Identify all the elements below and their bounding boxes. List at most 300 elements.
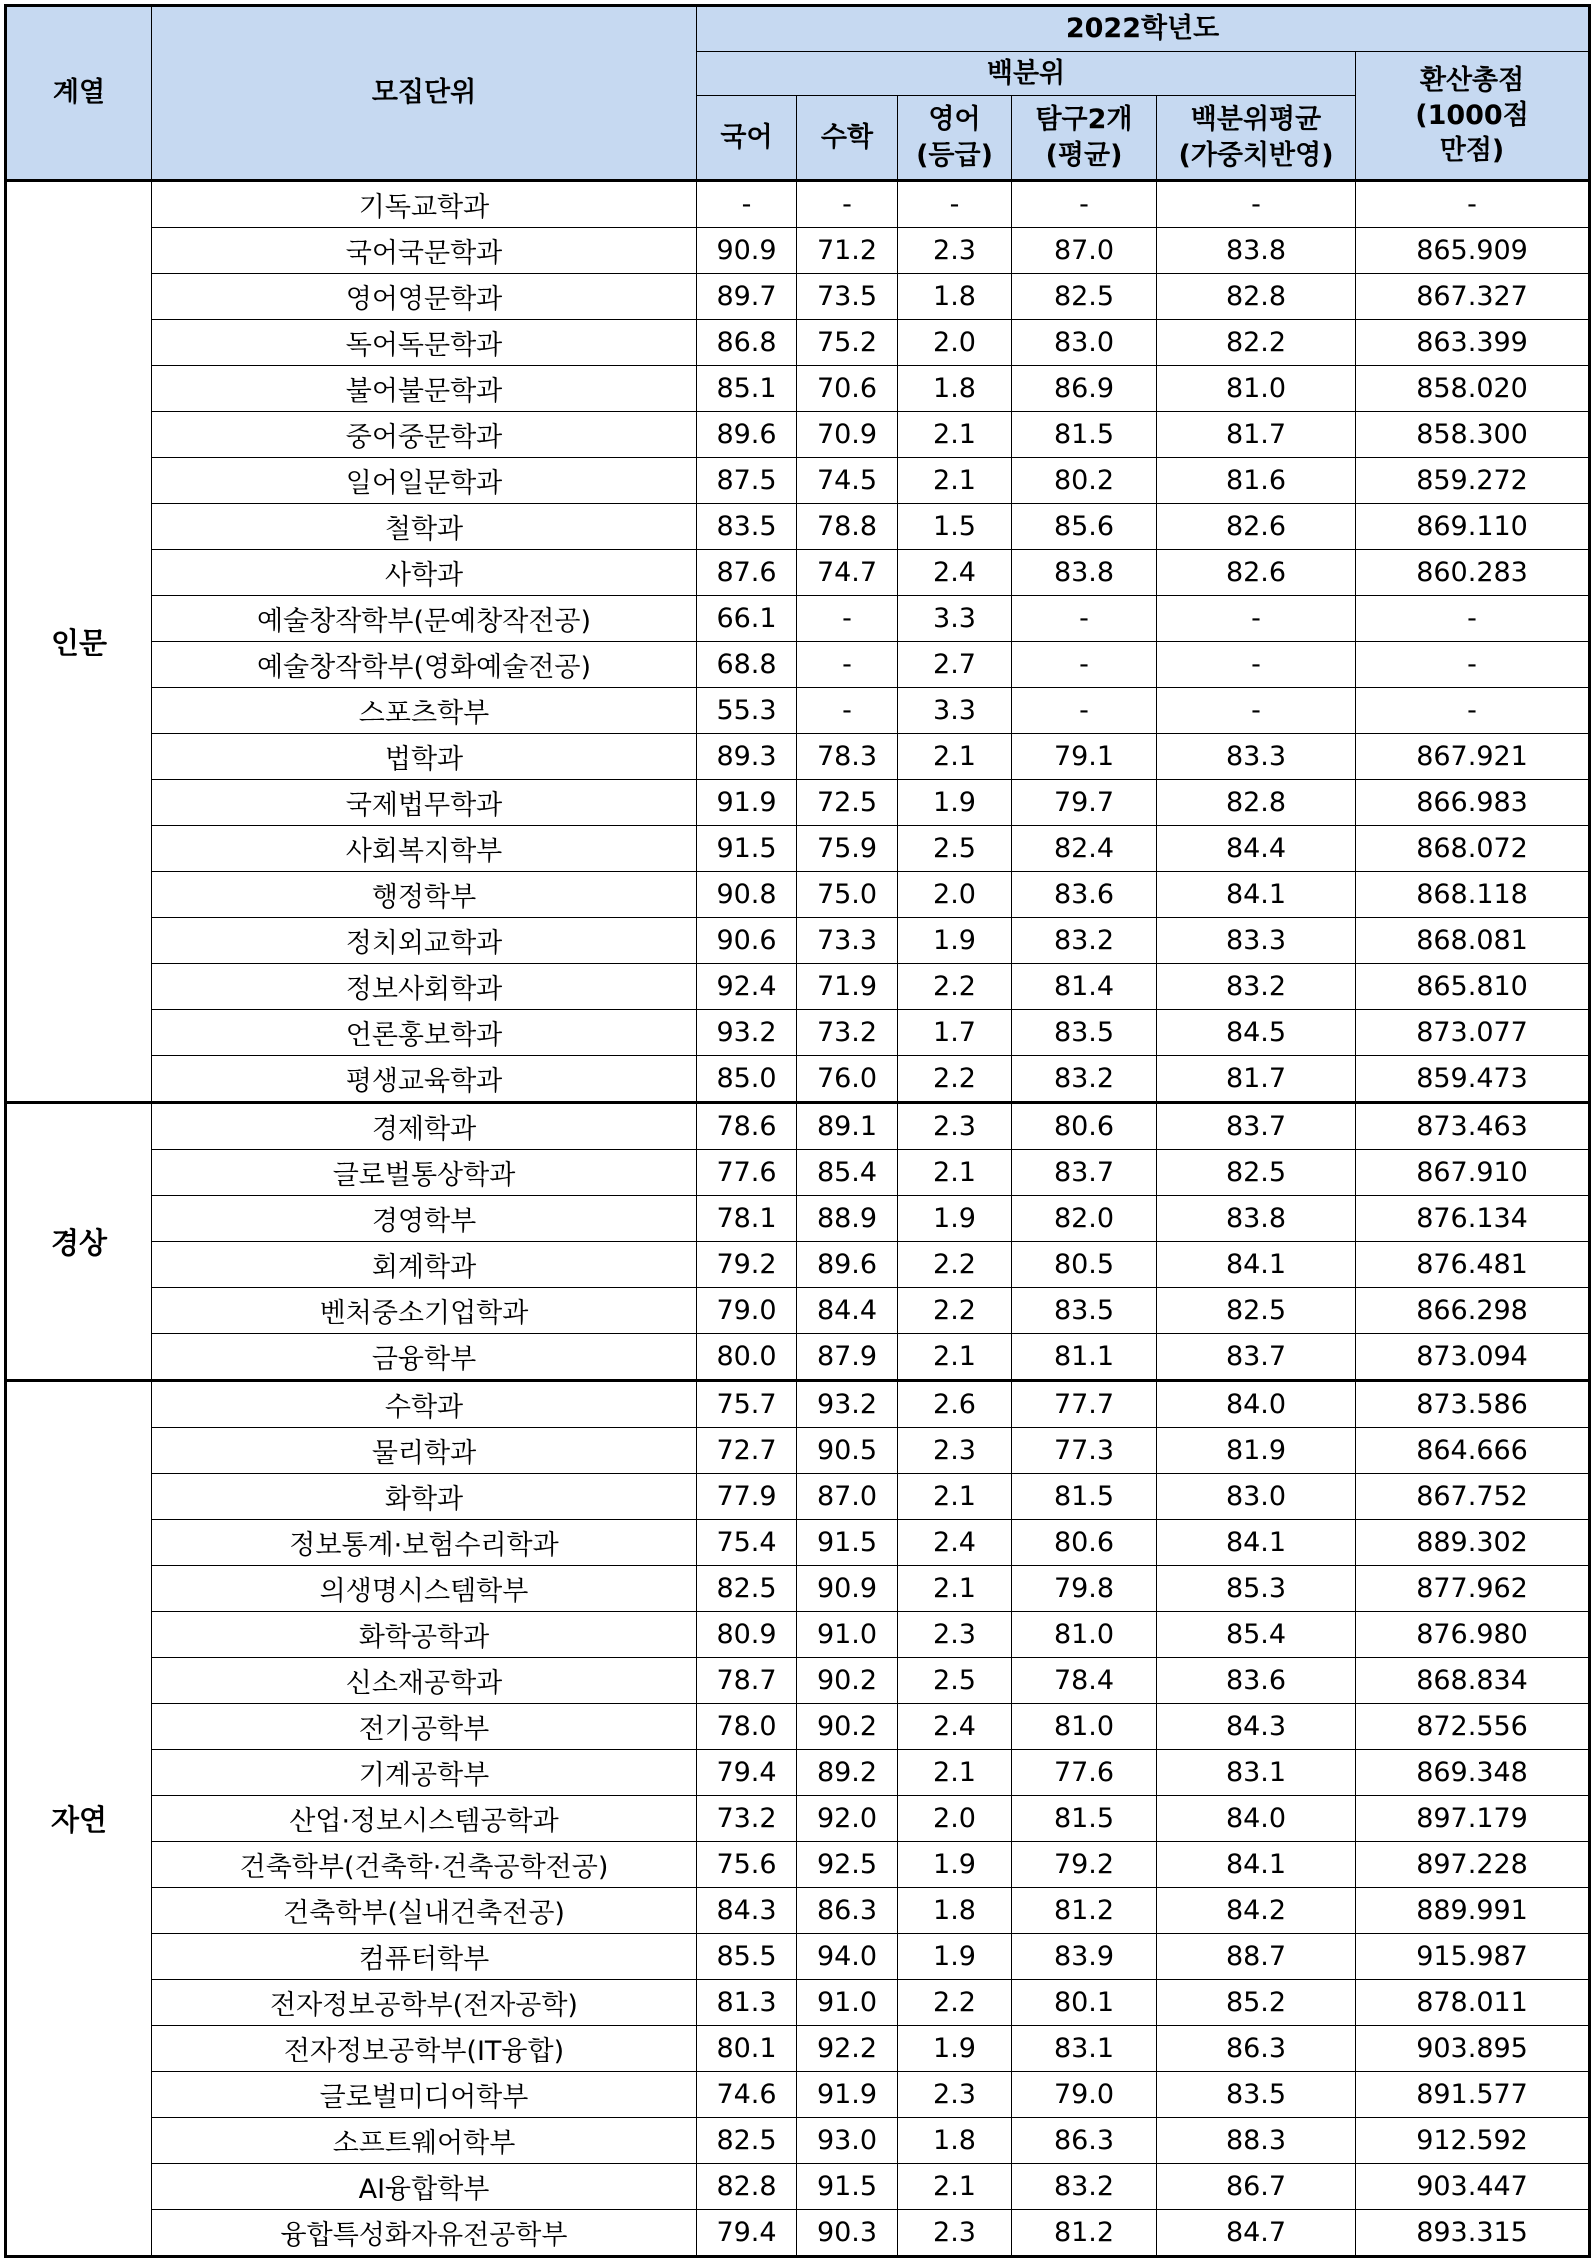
average-cell: 84.7 (1157, 2210, 1356, 2257)
table-row (6, 181, 1590, 228)
math-cell: 74.7 (797, 550, 898, 596)
total-cell: 873.463 (1356, 1103, 1590, 1150)
average-cell: - (1157, 688, 1356, 734)
table-row (6, 780, 1590, 826)
table-row (6, 1934, 1590, 1980)
average-cell: 81.7 (1157, 1056, 1356, 1103)
math-cell: 87.9 (797, 1334, 898, 1381)
math-cell: - (797, 596, 898, 642)
total-cell: 868.118 (1356, 872, 1590, 918)
korean-cell: 84.3 (697, 1888, 797, 1934)
average-cell: 88.7 (1157, 1934, 1356, 1980)
unit-name-cell: 평생교육학과 (152, 1056, 697, 1103)
average-cell: 83.8 (1157, 228, 1356, 274)
header-english (898, 96, 1012, 181)
average-cell: 82.5 (1157, 1150, 1356, 1196)
average-cell: 84.1 (1157, 872, 1356, 918)
table-row (6, 1288, 1590, 1334)
korean-cell: 92.4 (697, 964, 797, 1010)
inquiry-cell: 83.7 (1012, 1150, 1157, 1196)
korean-cell: 68.8 (697, 642, 797, 688)
average-cell: 82.2 (1157, 320, 1356, 366)
table-row (6, 412, 1590, 458)
korean-cell: 90.9 (697, 228, 797, 274)
english-cell: 2.7 (898, 642, 1012, 688)
average-cell: 84.4 (1157, 826, 1356, 872)
inquiry-cell: 85.6 (1012, 504, 1157, 550)
korean-cell: 79.4 (697, 2210, 797, 2257)
unit-name-cell: 회계학과 (152, 1242, 697, 1288)
unit-name-cell: 금융학부 (152, 1334, 697, 1381)
table-row (6, 1381, 1590, 1428)
group-label-cell: 인문 (6, 181, 152, 1103)
table-row (6, 872, 1590, 918)
english-cell: 2.1 (898, 1566, 1012, 1612)
average-cell: 86.7 (1157, 2164, 1356, 2210)
average-cell: 83.0 (1157, 1474, 1356, 1520)
korean-cell: 91.9 (697, 780, 797, 826)
unit-name-cell: 기계공학부 (152, 1750, 697, 1796)
math-cell: 84.4 (797, 1288, 898, 1334)
average-cell: 83.8 (1157, 1196, 1356, 1242)
average-cell: 86.3 (1157, 2026, 1356, 2072)
unit-name-cell: AI융합학부 (152, 2164, 697, 2210)
unit-name-cell: 융합특성화자유전공학부 (152, 2210, 697, 2257)
table-row (6, 1612, 1590, 1658)
average-cell: 82.6 (1157, 550, 1356, 596)
table-row (6, 1658, 1590, 1704)
inquiry-cell: 81.0 (1012, 1612, 1157, 1658)
average-cell: 84.1 (1157, 1520, 1356, 1566)
unit-name-cell: 중어중문학과 (152, 412, 697, 458)
math-cell: 71.9 (797, 964, 898, 1010)
korean-cell: 91.5 (697, 826, 797, 872)
korean-cell: 89.7 (697, 274, 797, 320)
korean-cell: 82.5 (697, 2118, 797, 2164)
header-math: 수학 (797, 96, 898, 181)
inquiry-cell: 80.2 (1012, 458, 1157, 504)
table-row (6, 2072, 1590, 2118)
inquiry-cell: 81.4 (1012, 964, 1157, 1010)
header-percentile: 백분위 (697, 52, 1356, 96)
group-label-cell: 자연 (6, 1381, 152, 2257)
average-cell: 84.1 (1157, 1242, 1356, 1288)
math-cell: 86.3 (797, 1888, 898, 1934)
total-cell: 864.666 (1356, 1428, 1590, 1474)
inquiry-cell: 79.0 (1012, 2072, 1157, 2118)
table-row (6, 2118, 1590, 2164)
unit-name-cell: 언론홍보학과 (152, 1010, 697, 1056)
header-inquiry (1012, 96, 1157, 181)
inquiry-cell: 83.0 (1012, 320, 1157, 366)
table-row (6, 1474, 1590, 1520)
average-cell: 84.5 (1157, 1010, 1356, 1056)
korean-cell: 77.6 (697, 1150, 797, 1196)
average-cell: 83.7 (1157, 1334, 1356, 1381)
unit-name-cell: 전자정보공학부(IT융합) (152, 2026, 697, 2072)
unit-name-cell: 화학공학과 (152, 1612, 697, 1658)
table-row (6, 1520, 1590, 1566)
inquiry-cell: 80.1 (1012, 1980, 1157, 2026)
unit-name-cell: 글로벌미디어학부 (152, 2072, 697, 2118)
header-unit: 모집단위 (152, 6, 697, 181)
korean-cell: 75.6 (697, 1842, 797, 1888)
math-cell: 92.2 (797, 2026, 898, 2072)
total-cell: 869.348 (1356, 1750, 1590, 1796)
korean-cell: 74.6 (697, 2072, 797, 2118)
inquiry-cell: 81.2 (1012, 1888, 1157, 1934)
table-row (6, 366, 1590, 412)
total-cell: 878.011 (1356, 1980, 1590, 2026)
table-row (6, 2026, 1590, 2072)
korean-cell: 80.1 (697, 2026, 797, 2072)
total-cell: 868.834 (1356, 1658, 1590, 1704)
inquiry-cell: 81.5 (1012, 412, 1157, 458)
average-cell: 82.6 (1157, 504, 1356, 550)
math-cell: 90.5 (797, 1428, 898, 1474)
english-cell: 1.8 (898, 1888, 1012, 1934)
math-cell: 91.5 (797, 1520, 898, 1566)
inquiry-cell: 86.9 (1012, 366, 1157, 412)
unit-name-cell: 영어영문학과 (152, 274, 697, 320)
table-row (6, 1704, 1590, 1750)
english-cell: 1.9 (898, 1842, 1012, 1888)
average-cell: 81.9 (1157, 1428, 1356, 1474)
english-cell: 2.2 (898, 1056, 1012, 1103)
korean-cell: 82.8 (697, 2164, 797, 2210)
math-cell: 73.2 (797, 1010, 898, 1056)
english-cell: 2.1 (898, 412, 1012, 458)
table-body (6, 181, 1590, 2257)
inquiry-cell: 77.6 (1012, 1750, 1157, 1796)
total-cell: 858.300 (1356, 412, 1590, 458)
unit-name-cell: 국어국문학과 (152, 228, 697, 274)
total-cell: 897.228 (1356, 1842, 1590, 1888)
table-row (6, 458, 1590, 504)
english-cell: 2.3 (898, 228, 1012, 274)
inquiry-cell: 83.2 (1012, 1056, 1157, 1103)
math-cell: 72.5 (797, 780, 898, 826)
math-cell: 75.2 (797, 320, 898, 366)
unit-name-cell: 경영학부 (152, 1196, 697, 1242)
unit-name-cell: 정치외교학과 (152, 918, 697, 964)
unit-name-cell: 행정학부 (152, 872, 697, 918)
math-cell: 87.0 (797, 1474, 898, 1520)
unit-name-cell: 스포츠학부 (152, 688, 697, 734)
average-cell: 84.1 (1157, 1842, 1356, 1888)
korean-cell: 80.0 (697, 1334, 797, 1381)
average-cell: 84.2 (1157, 1888, 1356, 1934)
total-cell: 876.481 (1356, 1242, 1590, 1288)
inquiry-cell: 81.5 (1012, 1796, 1157, 1842)
english-cell: 2.1 (898, 1750, 1012, 1796)
inquiry-cell: 82.0 (1012, 1196, 1157, 1242)
header-english-line2: (등급) (916, 139, 993, 171)
total-cell: 912.592 (1356, 2118, 1590, 2164)
average-cell: 83.3 (1157, 918, 1356, 964)
header-korean: 국어 (697, 96, 797, 181)
total-cell: 859.272 (1356, 458, 1590, 504)
unit-name-cell: 전자정보공학부(전자공학) (152, 1980, 697, 2026)
english-cell: 1.5 (898, 504, 1012, 550)
group-label-cell: 경상 (6, 1103, 152, 1381)
unit-name-cell: 기독교학과 (152, 181, 697, 228)
english-cell: 2.2 (898, 1242, 1012, 1288)
english-cell: 2.4 (898, 1520, 1012, 1566)
math-cell: 94.0 (797, 1934, 898, 1980)
korean-cell: 78.7 (697, 1658, 797, 1704)
inquiry-cell: 83.2 (1012, 2164, 1157, 2210)
table-row (6, 1750, 1590, 1796)
math-cell: 73.3 (797, 918, 898, 964)
unit-name-cell: 물리학과 (152, 1428, 697, 1474)
korean-cell: 75.7 (697, 1381, 797, 1428)
table-row (6, 274, 1590, 320)
unit-name-cell: 소프트웨어학부 (152, 2118, 697, 2164)
english-cell: 1.8 (898, 2118, 1012, 2164)
table-row (6, 1796, 1590, 1842)
inquiry-cell: - (1012, 688, 1157, 734)
math-cell: 93.2 (797, 1381, 898, 1428)
total-cell: - (1356, 642, 1590, 688)
english-cell: 2.2 (898, 964, 1012, 1010)
korean-cell: 83.5 (697, 504, 797, 550)
english-cell: 2.0 (898, 872, 1012, 918)
unit-name-cell: 수학과 (152, 1381, 697, 1428)
inquiry-cell: 82.5 (1012, 274, 1157, 320)
korean-cell: 79.0 (697, 1288, 797, 1334)
korean-cell: 93.2 (697, 1010, 797, 1056)
english-cell: 1.9 (898, 780, 1012, 826)
table-row (6, 1150, 1590, 1196)
table-header (6, 6, 1590, 181)
math-cell: 73.5 (797, 274, 898, 320)
inquiry-cell: 81.5 (1012, 1474, 1157, 1520)
header-average-line1: 백분위평균 (1190, 104, 1322, 136)
average-cell: 85.3 (1157, 1566, 1356, 1612)
inquiry-cell: 83.8 (1012, 550, 1157, 596)
english-cell: 2.3 (898, 1428, 1012, 1474)
math-cell: 85.4 (797, 1150, 898, 1196)
math-cell: - (797, 642, 898, 688)
korean-cell: 77.9 (697, 1474, 797, 1520)
total-cell: 903.895 (1356, 2026, 1590, 2072)
inquiry-cell: 83.9 (1012, 1934, 1157, 1980)
korean-cell: 90.6 (697, 918, 797, 964)
korean-cell: 80.9 (697, 1612, 797, 1658)
total-cell: 889.991 (1356, 1888, 1590, 1934)
inquiry-cell: 79.8 (1012, 1566, 1157, 1612)
total-cell: 868.072 (1356, 826, 1590, 872)
table-row (6, 1334, 1590, 1381)
math-cell: 90.2 (797, 1704, 898, 1750)
header-total-line1: 환산총점 (1419, 64, 1525, 96)
table-row (6, 504, 1590, 550)
unit-name-cell: 불어불문학과 (152, 366, 697, 412)
korean-cell: 79.2 (697, 1242, 797, 1288)
english-cell: 2.1 (898, 1334, 1012, 1381)
english-cell: 2.3 (898, 1103, 1012, 1150)
total-cell: 877.962 (1356, 1566, 1590, 1612)
korean-cell: 85.1 (697, 366, 797, 412)
total-cell: 869.110 (1356, 504, 1590, 550)
korean-cell: 82.5 (697, 1566, 797, 1612)
english-cell: 2.5 (898, 826, 1012, 872)
unit-name-cell: 건축학부(실내건축전공) (152, 1888, 697, 1934)
average-cell: 83.1 (1157, 1750, 1356, 1796)
total-cell: 866.983 (1356, 780, 1590, 826)
math-cell: 76.0 (797, 1056, 898, 1103)
math-cell: 75.0 (797, 872, 898, 918)
english-cell: 3.3 (898, 688, 1012, 734)
header-total-line3: 만점) (1439, 135, 1505, 167)
header-total (1356, 52, 1590, 181)
average-cell: - (1157, 642, 1356, 688)
average-cell: - (1157, 596, 1356, 642)
total-cell: 891.577 (1356, 2072, 1590, 2118)
inquiry-cell: 79.1 (1012, 734, 1157, 780)
english-cell: 2.0 (898, 1796, 1012, 1842)
unit-name-cell: 화학과 (152, 1474, 697, 1520)
total-cell: 866.298 (1356, 1288, 1590, 1334)
math-cell: 93.0 (797, 2118, 898, 2164)
header-average-line2: (가중치반영) (1178, 139, 1334, 171)
unit-name-cell: 의생명시스템학부 (152, 1566, 697, 1612)
english-cell: 2.1 (898, 1150, 1012, 1196)
total-cell: 865.909 (1356, 228, 1590, 274)
unit-name-cell: 경제학과 (152, 1103, 697, 1150)
table-row (6, 1242, 1590, 1288)
total-cell: 867.752 (1356, 1474, 1590, 1520)
korean-cell: 87.6 (697, 550, 797, 596)
math-cell: 71.2 (797, 228, 898, 274)
math-cell: 90.3 (797, 2210, 898, 2257)
admission-score-table (4, 4, 1591, 2258)
korean-cell: 86.8 (697, 320, 797, 366)
table-row (6, 1566, 1590, 1612)
english-cell: 2.3 (898, 2072, 1012, 2118)
english-cell: 1.9 (898, 1934, 1012, 1980)
math-cell: - (797, 688, 898, 734)
unit-name-cell: 신소재공학과 (152, 1658, 697, 1704)
total-cell: 858.020 (1356, 366, 1590, 412)
total-cell: 873.586 (1356, 1381, 1590, 1428)
inquiry-cell: 81.0 (1012, 1704, 1157, 1750)
math-cell: 74.5 (797, 458, 898, 504)
english-cell: 2.4 (898, 550, 1012, 596)
korean-cell: 73.2 (697, 1796, 797, 1842)
korean-cell: 89.6 (697, 412, 797, 458)
table-row (6, 642, 1590, 688)
math-cell: - (797, 181, 898, 228)
unit-name-cell: 예술창작학부(영화예술전공) (152, 642, 697, 688)
english-cell: 1.9 (898, 2026, 1012, 2072)
table-row (6, 596, 1590, 642)
average-cell: - (1157, 181, 1356, 228)
inquiry-cell: 78.4 (1012, 1658, 1157, 1704)
table-row (6, 1056, 1590, 1103)
header-total-line2: (1000점 (1415, 99, 1529, 131)
table-row (6, 1428, 1590, 1474)
inquiry-cell: 82.4 (1012, 826, 1157, 872)
table-row (6, 1842, 1590, 1888)
total-cell: 873.094 (1356, 1334, 1590, 1381)
inquiry-cell: - (1012, 181, 1157, 228)
inquiry-cell: 80.6 (1012, 1520, 1157, 1566)
korean-cell: 79.4 (697, 1750, 797, 1796)
english-cell: 2.1 (898, 458, 1012, 504)
unit-name-cell: 사학과 (152, 550, 697, 596)
total-cell: 893.315 (1356, 2210, 1590, 2257)
korean-cell: 78.1 (697, 1196, 797, 1242)
inquiry-cell: 87.0 (1012, 228, 1157, 274)
inquiry-cell: 81.2 (1012, 2210, 1157, 2257)
english-cell: - (898, 181, 1012, 228)
table-row (6, 734, 1590, 780)
average-cell: 81.7 (1157, 412, 1356, 458)
average-cell: 84.3 (1157, 1704, 1356, 1750)
table-row (6, 1196, 1590, 1242)
english-cell: 2.4 (898, 1704, 1012, 1750)
english-cell: 2.0 (898, 320, 1012, 366)
table-row (6, 228, 1590, 274)
unit-name-cell: 건축학부(건축학·건축공학전공) (152, 1842, 697, 1888)
inquiry-cell: - (1012, 642, 1157, 688)
total-cell: 873.077 (1356, 1010, 1590, 1056)
header-inquiry-line1: 탐구2개 (1035, 104, 1133, 136)
korean-cell: 81.3 (697, 1980, 797, 2026)
math-cell: 88.9 (797, 1196, 898, 1242)
total-cell: - (1356, 688, 1590, 734)
math-cell: 90.2 (797, 1658, 898, 1704)
unit-name-cell: 철학과 (152, 504, 697, 550)
unit-name-cell: 예술창작학부(문예창작전공) (152, 596, 697, 642)
inquiry-cell: 80.6 (1012, 1103, 1157, 1150)
inquiry-cell: 83.2 (1012, 918, 1157, 964)
table-row (6, 688, 1590, 734)
korean-cell: 78.0 (697, 1704, 797, 1750)
unit-name-cell: 법학과 (152, 734, 697, 780)
total-cell: - (1356, 596, 1590, 642)
math-cell: 78.3 (797, 734, 898, 780)
table-row (6, 1103, 1590, 1150)
table-row (6, 918, 1590, 964)
total-cell: 903.447 (1356, 2164, 1590, 2210)
table-row (6, 1888, 1590, 1934)
math-cell: 70.9 (797, 412, 898, 458)
average-cell: 83.5 (1157, 2072, 1356, 2118)
english-cell: 1.9 (898, 1196, 1012, 1242)
table-row (6, 2164, 1590, 2210)
total-cell: 860.283 (1356, 550, 1590, 596)
unit-name-cell: 컴퓨터학부 (152, 1934, 697, 1980)
english-cell: 1.8 (898, 274, 1012, 320)
total-cell: - (1356, 181, 1590, 228)
inquiry-cell: 79.7 (1012, 780, 1157, 826)
english-cell: 2.3 (898, 1612, 1012, 1658)
english-cell: 1.9 (898, 918, 1012, 964)
table-row (6, 826, 1590, 872)
unit-name-cell: 산업·정보시스템공학과 (152, 1796, 697, 1842)
english-cell: 1.8 (898, 366, 1012, 412)
unit-name-cell: 사회복지학부 (152, 826, 697, 872)
math-cell: 91.0 (797, 1980, 898, 2026)
total-cell: 889.302 (1356, 1520, 1590, 1566)
english-cell: 2.1 (898, 734, 1012, 780)
korean-cell: 66.1 (697, 596, 797, 642)
total-cell: 859.473 (1356, 1056, 1590, 1103)
math-cell: 92.5 (797, 1842, 898, 1888)
